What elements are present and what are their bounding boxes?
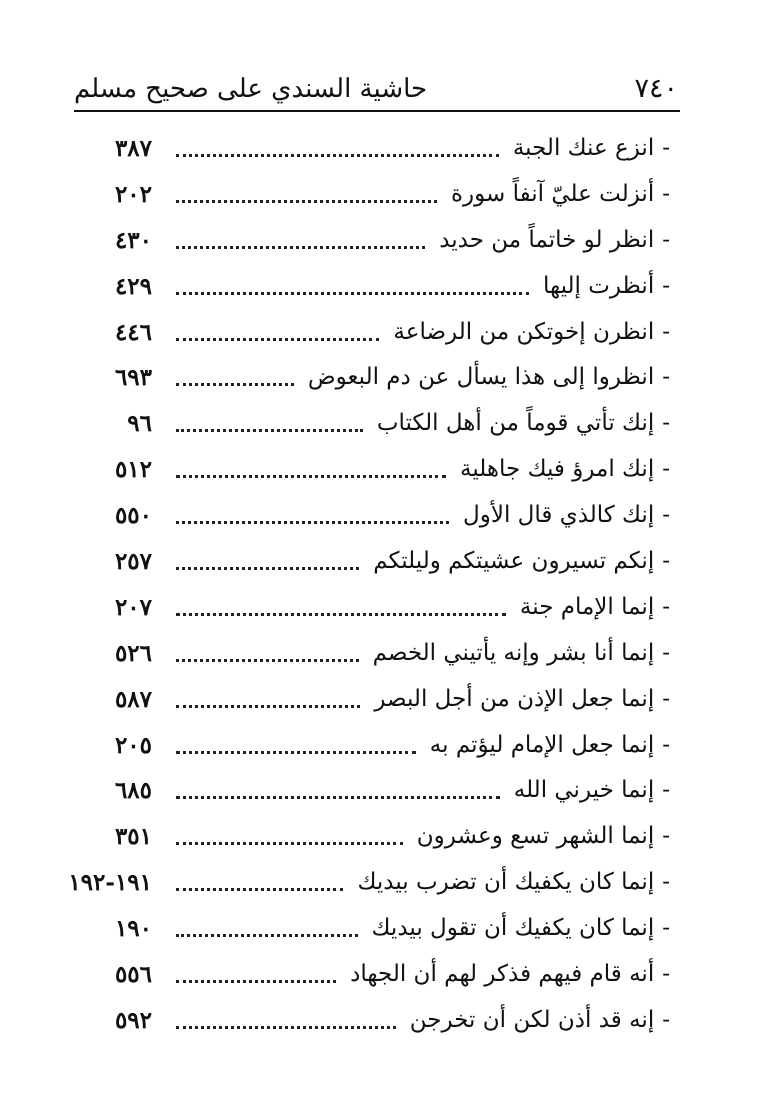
dot-leader [176,934,358,937]
dot-leader [176,521,449,524]
entry-text-group [308,364,670,390]
entry-text-group [372,915,670,941]
entry-dash: - [662,502,670,529]
index-entry [0,174,760,220]
entry-text: أنزلت عليّ آنفاً سورة [450,180,655,207]
entry-page-number: ٢٥٧ [114,548,152,576]
index-entry [0,541,760,587]
entry-text: انزع عنك الجبة [512,135,655,161]
entry-dash: - [662,823,670,850]
entry-text: إنما جعل الإذن من أجل البصر [374,685,655,712]
dot-leader [176,429,363,432]
entry-text-group [451,181,670,207]
index-entry [0,587,760,633]
dot-leader [176,980,336,983]
entry-text-group [460,456,670,482]
index-entry [0,770,760,816]
entry-text-group [373,548,670,574]
index-entry [0,312,760,358]
index-entry [0,679,760,725]
entry-page-number: ٣٨٧ [114,135,152,162]
index-entry [0,220,760,266]
entry-dash: - [662,639,670,666]
entry-text-group [393,319,670,345]
index-entry [0,403,760,449]
entry-text-group [410,1007,670,1033]
entry-text-group [439,227,670,253]
entry-dash: - [662,364,670,391]
entry-page-number: ٥٥٦ [114,961,152,989]
dot-leader [176,246,425,249]
index-entry [0,357,760,403]
entry-text: إنك كالذي قال الأول [463,502,655,529]
entry-page-number: ٥٥٠ [114,502,152,530]
index-entry [0,128,760,174]
entry-text: إنما الشهر تسع وعشرون [416,823,655,850]
index-list [0,128,760,1046]
page-number: ٧٤٠ [634,73,678,104]
entry-text: انظروا إلى هذا يسأل عن دم البعوض [307,364,655,391]
entry-text-group [513,135,670,161]
dot-leader [176,842,403,845]
entry-text: انظرن إخوتكن من الرضاعة [393,318,655,345]
entry-dash: - [662,456,670,483]
entry-page-number: ٢٠٢ [114,180,152,208]
entry-dash: - [662,961,670,988]
dot-leader [176,659,359,662]
entry-page-number: ٥٨٧ [114,685,152,713]
entry-page-number: ٤٤٦ [114,318,152,346]
entry-dash: - [662,410,670,437]
dot-leader [176,383,294,386]
entry-dash: - [662,548,670,575]
entry-dash: - [662,1006,670,1033]
entry-page-number: ٥٢٦ [114,639,152,667]
entry-page-number: ٣٥١ [114,823,152,851]
dot-leader [176,292,529,295]
entry-dash: - [662,272,670,299]
dot-leader [176,796,500,799]
entry-text-group [463,502,670,528]
entry-page-number: ٥١٢ [114,456,152,484]
entry-text-group [350,961,670,987]
entry-text-group [520,594,670,620]
entry-text: إنك تأتي قوماً من أهل الكتاب [376,410,655,437]
dot-leader [176,567,359,570]
index-entry [0,862,760,908]
page-header [74,70,680,112]
entry-page-number: ٩٦ [127,410,152,438]
dot-leader [176,200,437,203]
entry-text-group [374,686,670,712]
index-entry [0,1000,760,1046]
index-entry [0,816,760,862]
entry-text: إنما الإمام جنة [519,593,655,620]
index-entry [0,725,760,771]
entry-dash: - [662,731,670,758]
entry-text-group [373,640,670,666]
index-entry [0,495,760,541]
entry-text: إنما كان يكفيك أن تضرب بيديك [357,869,655,896]
entry-text: إنك امرؤ فيك جاهلية [460,456,655,483]
entry-dash: - [662,318,670,345]
dot-leader [176,338,379,341]
entry-dash: - [662,915,670,942]
dot-leader [176,751,416,754]
index-entry [0,266,760,312]
entry-dash: - [662,226,670,253]
entry-page-number: ١٩١-١٩٢ [68,869,152,897]
index-entry [0,954,760,1000]
entry-page-number: ٤٢٩ [114,272,152,300]
index-entry [0,633,760,679]
entry-text: أنظرت إليها [542,272,655,299]
entry-text-group [417,823,670,849]
entry-text: إنكم تسيرون عشيتكم وليلتكم [373,548,655,575]
entry-dash: - [662,869,670,896]
entry-text: إنما جعل الإمام ليؤتم به [429,731,655,758]
entry-page-number: ٦٨٥ [114,777,152,805]
entry-page-number: ٢٠٥ [114,731,152,759]
dot-leader [176,888,343,891]
entry-text: إنما خيرني الله [513,777,655,804]
entry-dash: - [662,777,670,804]
entry-page-number: ٢٠٧ [114,593,152,621]
entry-text-group [430,732,670,758]
entry-text: أنه قام فيهم فذكر لهم أن الجهاد [350,961,655,988]
entry-dash: - [662,593,670,620]
entry-dash: - [662,685,670,712]
entry-dash: - [662,135,670,161]
index-entry [0,908,760,954]
dot-leader [176,1026,396,1029]
entry-page-number: ٥٩٢ [114,1006,152,1034]
entry-text: إنما كان يكفيك أن تقول بيديك [371,915,655,942]
entry-text-group [377,410,670,436]
entry-dash: - [662,180,670,207]
entry-text: إنه قد أذن لكن أن تخرجن [409,1006,655,1033]
dot-leader [176,705,360,708]
entry-page-number: ١٩٠ [114,915,152,943]
entry-page-number: ٤٣٠ [114,226,152,254]
dot-leader [176,154,499,157]
dot-leader [176,475,446,478]
entry-text-group [357,869,670,895]
dot-leader [176,613,506,616]
entry-page-number: ٦٩٣ [114,364,152,392]
entry-text-group [514,777,670,803]
index-entry [0,449,760,495]
entry-text: انظر لو خاتماً من حديد [439,226,655,253]
entry-text: إنما أنا بشر وإنه يأتيني الخصم [372,639,655,666]
entry-text-group [543,273,670,299]
running-title: حاشية السندي على صحيح مسلم [74,74,428,104]
